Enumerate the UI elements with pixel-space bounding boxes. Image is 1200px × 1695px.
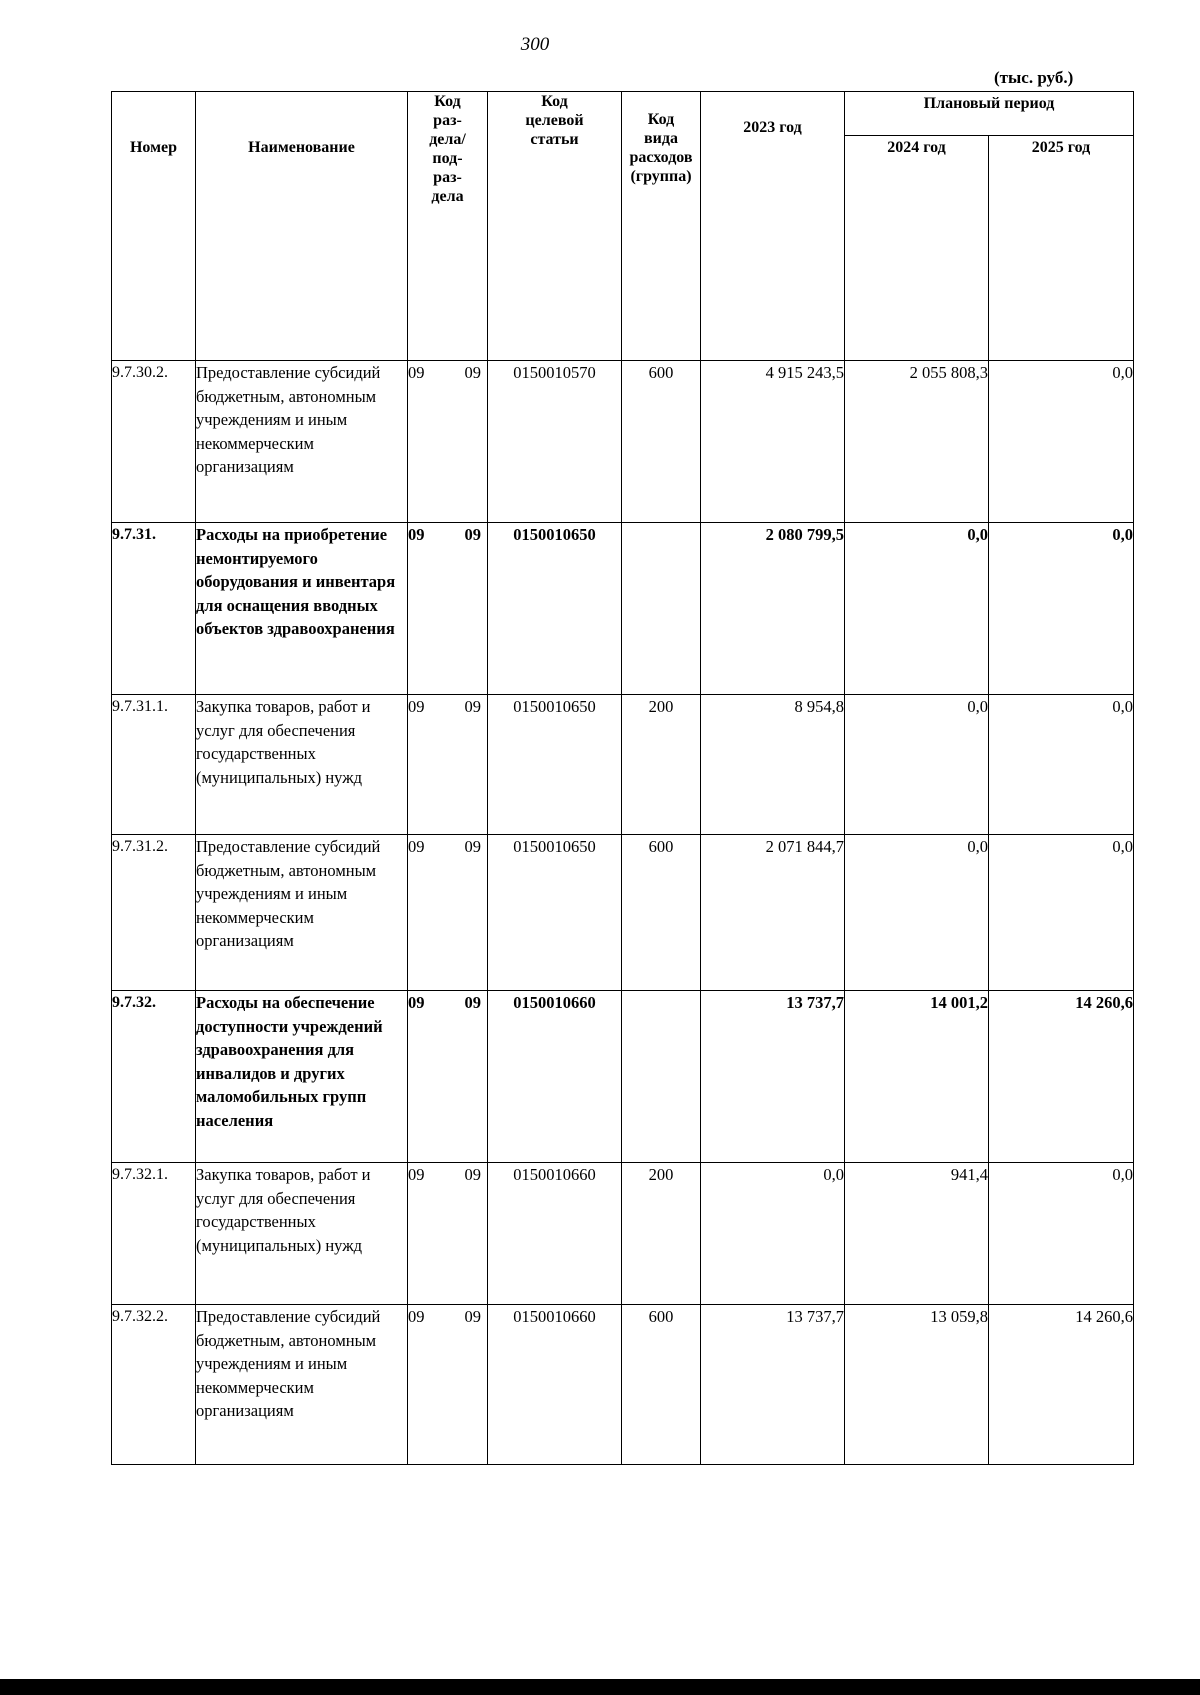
header-line: Код bbox=[541, 93, 568, 110]
section-code: 09 bbox=[408, 1307, 425, 1326]
section-code: 09 bbox=[408, 993, 425, 1012]
row-target-code: 0150010660 bbox=[488, 991, 622, 1163]
row-amount-2024: 2 055 808,3 bbox=[845, 361, 989, 523]
row-target-code: 0150010570 bbox=[488, 361, 622, 523]
row-number: 9.7.31.1. bbox=[112, 695, 196, 835]
row-amount-2025: 0,0 bbox=[989, 695, 1134, 835]
row-number: 9.7.31.2. bbox=[112, 835, 196, 991]
row-amount-2024: 14 001,2 bbox=[845, 991, 989, 1163]
row-amount-2025: 14 260,6 bbox=[989, 1305, 1134, 1465]
row-number: 9.7.32. bbox=[112, 991, 196, 1163]
table-row bbox=[112, 523, 1134, 695]
row-section-code bbox=[408, 991, 488, 1163]
header-2024: 2024 год bbox=[845, 135, 989, 360]
header-line: под- bbox=[432, 150, 463, 167]
row-section-code bbox=[408, 695, 488, 835]
header-line: вида bbox=[644, 130, 678, 147]
row-target-code: 0150010660 bbox=[488, 1305, 622, 1465]
row-name: Предоставление субсидий бюджетным, автономным учреждениям и иным некоммерческим организациям bbox=[196, 835, 408, 991]
row-name: Закупка товаров, работ и услуг для обеспечения государственных (муниципальных) нужд bbox=[196, 1163, 408, 1305]
section-code: 09 bbox=[408, 363, 425, 382]
header-line: статьи bbox=[530, 131, 579, 148]
row-amount-2024: 0,0 bbox=[845, 695, 989, 835]
header-target bbox=[488, 92, 622, 361]
row-target-code: 0150010650 bbox=[488, 835, 622, 991]
table-row bbox=[112, 1163, 1134, 1305]
subsection-code: 09 bbox=[464, 525, 481, 544]
budget-table bbox=[111, 91, 1134, 1465]
row-amount-2025: 0,0 bbox=[989, 835, 1134, 991]
table-body bbox=[112, 361, 1134, 1465]
header-section bbox=[408, 92, 488, 361]
table-row bbox=[112, 835, 1134, 991]
row-expense-code: 600 bbox=[622, 361, 701, 523]
units-label: (тыс. руб.) bbox=[994, 68, 1074, 87]
row-section-code bbox=[408, 835, 488, 991]
row-name: Закупка товаров, работ и услуг для обеспечения государственных (муниципальных) нужд bbox=[196, 695, 408, 835]
row-section-code bbox=[408, 361, 488, 523]
row-number: 9.7.31. bbox=[112, 523, 196, 695]
header-line: Код bbox=[647, 111, 675, 128]
row-expense-code: 200 bbox=[622, 1163, 701, 1305]
section-code: 09 bbox=[408, 697, 425, 716]
row-amount-2024: 941,4 bbox=[845, 1163, 989, 1305]
subsection-code: 09 bbox=[464, 1307, 481, 1326]
header-number: Номер bbox=[112, 92, 196, 361]
subsection-code: 09 bbox=[464, 697, 481, 716]
table-row bbox=[112, 991, 1134, 1163]
row-amount-2025: 0,0 bbox=[989, 523, 1134, 695]
row-amount-2023: 13 737,7 bbox=[701, 1305, 845, 1465]
row-section-code bbox=[408, 1305, 488, 1465]
header-line: раз- bbox=[433, 112, 462, 129]
header-line: дела/ bbox=[429, 131, 466, 148]
row-target-code: 0150010660 bbox=[488, 1163, 622, 1305]
row-name: Расходы на приобретение немонтируемого оборудования и инвентаря для оснащения вводных объектов здравоохранения bbox=[196, 523, 408, 695]
row-amount-2024: 13 059,8 bbox=[845, 1305, 989, 1465]
header-2025: 2025 год bbox=[989, 135, 1134, 360]
header-expense bbox=[622, 92, 701, 361]
row-name: Расходы на обеспечение доступности учреждений здравоохранения для инвалидов и других маломобильных групп населения bbox=[196, 991, 408, 1163]
header-line: целевой bbox=[525, 112, 584, 129]
page-number: 300 bbox=[520, 34, 550, 55]
row-section-code bbox=[408, 1163, 488, 1305]
row-number: 9.7.32.1. bbox=[112, 1163, 196, 1305]
row-section-code bbox=[408, 523, 488, 695]
subsection-code: 09 bbox=[464, 993, 481, 1012]
table-row bbox=[112, 1305, 1134, 1465]
row-amount-2024: 0,0 bbox=[845, 835, 989, 991]
row-target-code: 0150010650 bbox=[488, 523, 622, 695]
subsection-code: 09 bbox=[464, 1165, 481, 1184]
row-expense-code: 600 bbox=[622, 1305, 701, 1465]
row-amount-2023: 2 080 799,5 bbox=[701, 523, 845, 695]
row-amount-2024: 0,0 bbox=[845, 523, 989, 695]
row-expense-code bbox=[622, 991, 701, 1163]
scan-edge-bar bbox=[0, 1679, 1200, 1695]
row-number: 9.7.30.2. bbox=[112, 361, 196, 523]
header-line: Код bbox=[434, 93, 461, 110]
header-line: раз- bbox=[433, 169, 462, 186]
row-number: 9.7.32.2. bbox=[112, 1305, 196, 1465]
header-line: расходов bbox=[629, 149, 693, 166]
row-expense-code: 200 bbox=[622, 695, 701, 835]
section-code: 09 bbox=[408, 1165, 425, 1184]
section-code: 09 bbox=[408, 837, 425, 856]
row-target-code: 0150010650 bbox=[488, 695, 622, 835]
header-line: дела bbox=[431, 188, 464, 205]
row-amount-2023: 2 071 844,7 bbox=[701, 835, 845, 991]
row-amount-2023: 0,0 bbox=[701, 1163, 845, 1305]
row-expense-code bbox=[622, 523, 701, 695]
row-amount-2023: 8 954,8 bbox=[701, 695, 845, 835]
row-expense-code: 600 bbox=[622, 835, 701, 991]
header-name: Наименование bbox=[196, 92, 408, 361]
row-amount-2025: 0,0 bbox=[989, 361, 1134, 523]
row-name: Предоставление субсидий бюджетным, автономным учреждениям и иным некоммерческим организациям bbox=[196, 361, 408, 523]
row-amount-2023: 4 915 243,5 bbox=[701, 361, 845, 523]
row-amount-2023: 13 737,7 bbox=[701, 991, 845, 1163]
row-amount-2025: 14 260,6 bbox=[989, 991, 1134, 1163]
header-2023: 2023 год bbox=[701, 92, 845, 361]
header-planned-period: Плановый период bbox=[845, 92, 1134, 136]
subsection-code: 09 bbox=[464, 363, 481, 382]
table-row bbox=[112, 361, 1134, 523]
table-row bbox=[112, 695, 1134, 835]
row-name: Предоставление субсидий бюджетным, автономным учреждениям и иным некоммерческим организациям bbox=[196, 1305, 408, 1465]
row-amount-2025: 0,0 bbox=[989, 1163, 1134, 1305]
header-row bbox=[112, 92, 1134, 136]
header-line: (группа) bbox=[630, 168, 692, 185]
section-code: 09 bbox=[408, 525, 425, 544]
subsection-code: 09 bbox=[464, 837, 481, 856]
